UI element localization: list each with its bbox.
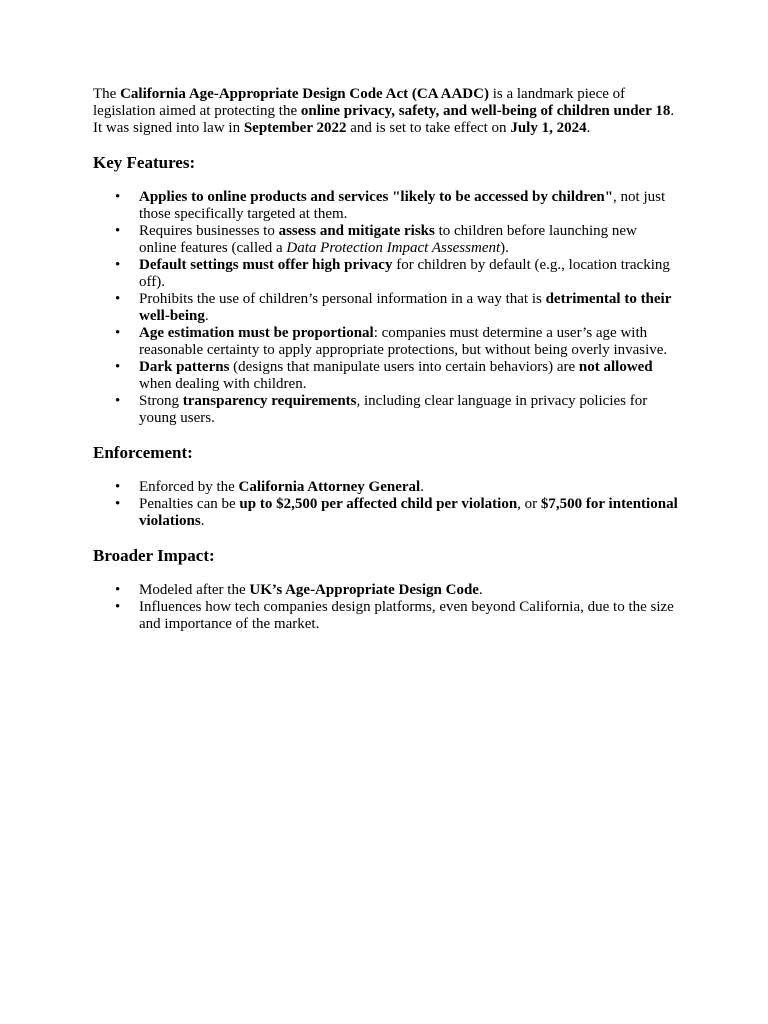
list-item-text: .	[200, 513, 205, 529]
list-item	[93, 359, 678, 393]
list-item-bold: Default settings must offer high privacy	[139, 257, 393, 273]
list-item-bold: not allowed	[578, 359, 653, 375]
list-item-bold: Age estimation must be proportional	[139, 325, 374, 341]
list-item-text: , or	[517, 496, 541, 512]
list-item-text: Strong	[139, 393, 183, 409]
intro-text: is a landmark piece of legislation aimed at protecting the	[93, 86, 626, 119]
list-item-text: Requires businesses to	[139, 223, 279, 239]
list-item-text: Modeled after the	[139, 582, 250, 598]
list-item-text: Influences how tech companies design platforms, even beyond California, due to the size and importance of the market.	[139, 599, 674, 632]
enforcement-heading: Enforcement:	[93, 443, 193, 462]
list-item-bold: Dark patterns	[139, 359, 230, 375]
list-item	[93, 599, 678, 633]
key-features-list	[93, 189, 678, 427]
list-item-text: Enforced by the	[139, 479, 239, 495]
list-item	[93, 291, 678, 325]
list-item	[93, 325, 678, 359]
list-item-text: to children before launching new online features (called a	[139, 223, 637, 256]
list-item-text: ).	[500, 240, 509, 256]
list-item	[93, 393, 678, 427]
list-item-text: Prohibits the use of children’s personal information in a way that is	[139, 291, 546, 307]
intro-paragraph	[93, 86, 678, 137]
list-item	[93, 582, 678, 599]
intro-bold-effective-date: July 1, 2024	[510, 120, 587, 136]
broader-impact-heading: Broader Impact:	[93, 546, 215, 565]
intro-text: The	[93, 86, 121, 102]
enforcement-list	[93, 479, 678, 530]
list-item	[93, 479, 678, 496]
list-item-text: Penalties can be	[139, 496, 240, 512]
list-item-bold: up to $2,500 per affected child per violation	[239, 496, 518, 512]
list-item-bold: assess and mitigate risks	[278, 223, 435, 239]
intro-text: . It was signed into law in	[93, 103, 675, 136]
list-item	[93, 257, 678, 291]
list-item-text: .	[204, 308, 209, 324]
intro-bold-protection: online privacy, safety, and well-being of children under 18	[300, 103, 671, 119]
list-item-bold: Applies to online products and services "likely to be accessed by children"	[139, 189, 614, 205]
intro-bold-signed-date: September 2022	[243, 120, 347, 136]
intro-text: .	[586, 120, 591, 136]
broader-impact-list	[93, 582, 678, 633]
list-item	[93, 189, 678, 223]
intro-bold-act-name: California Age-Appropriate Design Code Act (CA AADC)	[120, 86, 489, 102]
document-body	[93, 86, 678, 633]
list-item-text: .	[420, 479, 424, 495]
list-item-bold: UK’s Age-Appropriate Design Code	[249, 582, 479, 598]
list-item-bold: California Attorney General	[238, 479, 421, 495]
list-item	[93, 496, 678, 530]
list-item-text: (designs that manipulate users into certain behaviors) are	[229, 359, 579, 375]
list-item-text: , not just those specifically targeted at them.	[139, 189, 666, 222]
list-item-text: : companies must determine a user’s age with reasonable certainty to apply appropriate protections, but without being overly invasive.	[139, 325, 668, 358]
list-item-text: when dealing with children.	[139, 376, 307, 392]
list-item-bold: transparency requirements	[182, 393, 357, 409]
intro-text: and is set to take effect on	[346, 120, 511, 136]
list-item-bold: $7,500 for intentional violations	[139, 496, 678, 529]
list-item-text: , including clear language in privacy policies for young users.	[139, 393, 648, 426]
list-item-bold: detrimental to their well-being	[139, 291, 672, 324]
key-features-heading: Key Features:	[93, 153, 196, 172]
list-item-text: for children by default (e.g., location tracking off).	[139, 257, 670, 290]
list-item	[93, 223, 678, 257]
list-item-italic: Data Protection Impact Assessment	[286, 240, 501, 256]
list-item-text: .	[478, 582, 483, 598]
